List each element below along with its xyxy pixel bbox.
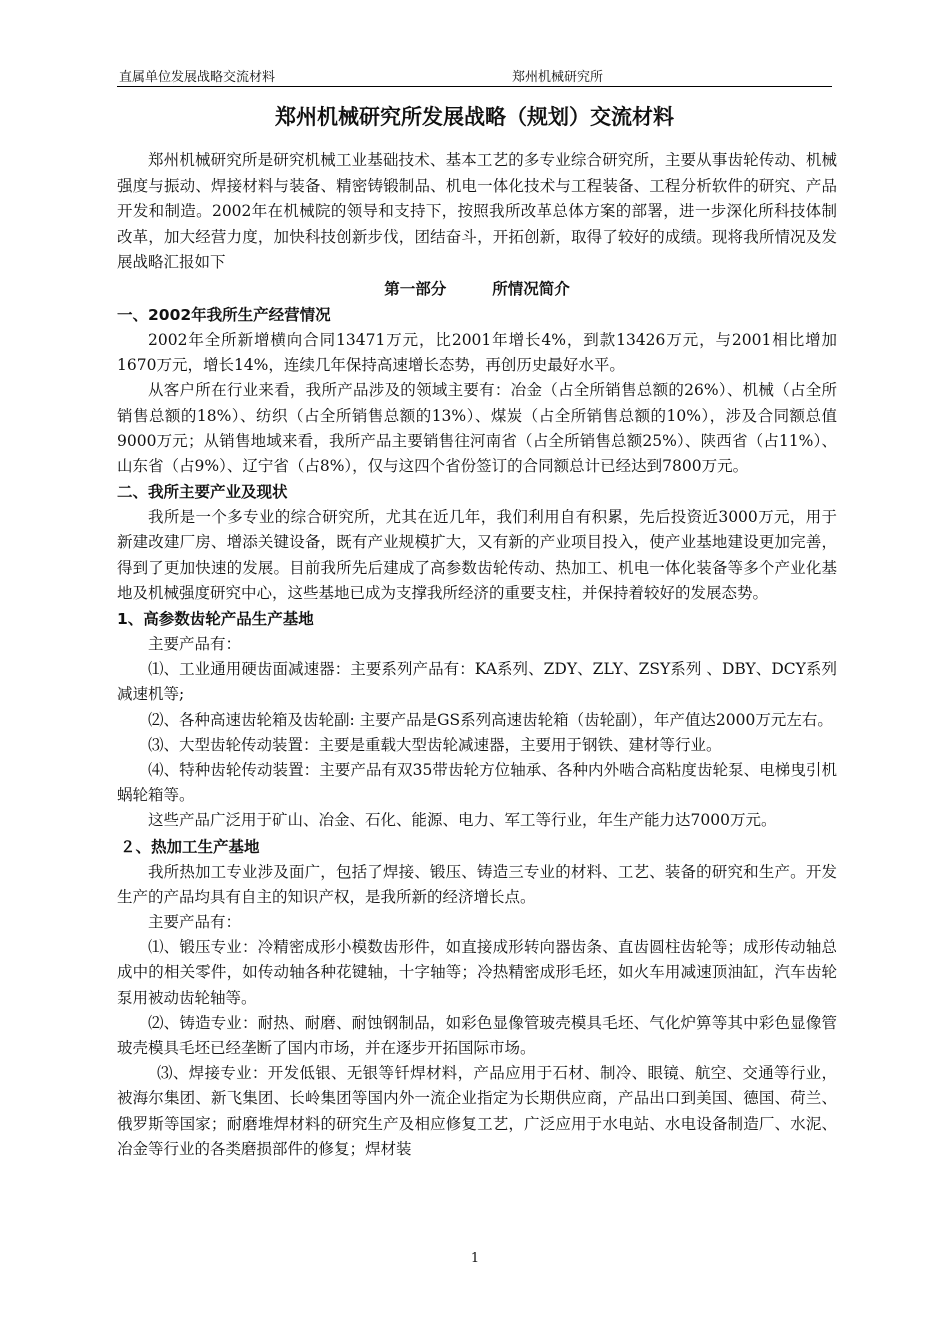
sub1-item-2: ⑵、各种高速齿轮箱及齿轮副: 主要产品是GS系列高速齿轮箱（齿轮副），年产值达2000万元左右。 (148, 710, 833, 729)
section1-paragraph-2: 从客户所在行业来看，我所产品涉及的领域主要有：冶金（占全所销售总额的26%）、机械（占全所销售总额的18%）、纺织（占全所销售总额的13%）、煤炭（占全所销售总额的10%），涉及合同额总值9000万元；从销售地域来看，我所产品主要销售往河南省（占全所销售总额25%）、陕西省（占11%）、山东省（占9%）、辽宁省（占8%），仅与这四个省份签订的合同额总计已经达到7800万元。 (117, 381, 837, 475)
intro-paragraph: 郑州机械研究所是研究机械工业基础技术、基本工艺的多专业综合研究所，主要从事齿轮传动、机械强度与振动、焊接材料与装备、精密铸锻制品、机电一体化技术与工程装备、工程分析软件的研究、产品开发和制造。2002年在机械院的领导和支持下，按照我所改革总体方案的部署，进一步深化所科技体制改革，加大经营力度，加快科技创新步伐，团结奋斗，开拓创新，取得了较好的成绩。现将我所情况及发展战略汇报如下 (117, 151, 837, 272)
sub2-paragraph-1: 我所热加工专业涉及面广，包括了焊接、锻压、铸造三专业的材料、工艺、装备的研究和生产。开发生产的产品均具有自主的知识产权，是我所新的经济增长点。 (117, 862, 837, 906)
part-heading (117, 276, 837, 302)
part-label: 第一部分 (384, 279, 447, 298)
sub1-tail: 这些产品广泛用于矿山、冶金、石化、能源、电力、军工等行业，年生产能力达7000万元。 (148, 811, 777, 830)
section1-paragraph-1: 2002年全所新增横向合同13471万元，比2001年增长4%，到款13426万元，与2001相比增加1670万元，增长14%，连续几年保持高速增长态势，再创历史最好水平。 (117, 330, 837, 375)
part-title: 所情况简介 (492, 279, 570, 298)
page-number: 1 (470, 1251, 480, 1266)
sub2-item-3: ⑶、焊接专业：开发低银、无银等钎焊材料，产品应用于石材、制冷、眼镜、航空、交通等行业，被海尔集团、新飞集团、长岭集团等国内外一流企业指定为长期供应商，产品出口到美国、德国、荷兰、俄罗斯等国家；耐磨堆焊材料的研究生产及相应修复工艺，广泛应用于水电站、水电设备制造厂、水泥、冶金等行业的各类磨损部件的修复；焊材装 (117, 1064, 837, 1158)
sub1-item-3: ⑶、大型齿轮传动装置：主要是重载大型齿轮减速器，主要用于钢铁、建材等行业。 (148, 735, 722, 754)
section-heading-2: 二、我所主要产业及现状 (117, 483, 288, 502)
subsection-heading-1: 1、高参数齿轮产品生产基地 (117, 610, 314, 628)
document-title: 郑州机械研究所发展战略（规划）交流材料 (275, 105, 674, 129)
section-heading-1: 一、2002年我所生产经营情况 (117, 305, 331, 324)
sub1-item-4: ⑷、特种齿轮传动装置：主要产品有双35带齿轮方位轴承、各种内外啮合高粘度齿轮泵、电梯曳引机蜗轮箱等。 (117, 761, 837, 805)
header-left-text: 直属单位发展战略交流材料 (119, 70, 276, 85)
sub1-lead: 主要产品有： (148, 635, 242, 653)
document-body (117, 148, 837, 1162)
sub2-item-2: ⑵、铸造专业：耐热、耐磨、耐蚀钢制品，如彩色显像管玻壳模具毛坯、气化炉箅等其中彩色显像管玻壳模具毛坯已经垄断了国内市场，并在逐步开拓国际市场。 (117, 1013, 837, 1058)
sub2-item-1: ⑴、锻压专业：冷精密成形小模数齿形件，如直接成形转向器齿条、直齿圆柱齿轮等；成形传动轴总成中的相关零件，如传动轴各种花键轴，十字轴等；冷热精密成形毛坯，如火车用减速顶油缸，汽车齿轮泵用被动齿轮轴等。 (117, 938, 837, 1007)
section2-paragraph-1: 我所是一个多专业的综合研究所，尤其在近几年，我们利用自有积累，先后投资近3000万元，用于新建改建厂房、增添关键设备，既有产业规模扩大，又有新的产业项目投入，使产业基地建设更加完善，得到了更加快速的发展。目前我所先后建成了高参数齿轮传动、热加工、机电一体化装备等多个产业化基地及机械强度研究中心，这些基地已成为支撑我所经济的重要支柱，并保持着较好的发展态势。 (117, 508, 837, 602)
sub1-item-1: ⑴、工业通用硬齿面减速器：主要系列产品有：KA系列、ZDY、ZLY、ZSY系列 、DBY、DCY系列减速机等; (117, 660, 837, 704)
header-right-text: 郑州机械研究所 (512, 70, 604, 85)
page-header (117, 64, 832, 87)
subsection-heading-2: ２、热加工生产基地 (120, 837, 260, 856)
sub2-lead: 主要产品有： (148, 913, 242, 932)
